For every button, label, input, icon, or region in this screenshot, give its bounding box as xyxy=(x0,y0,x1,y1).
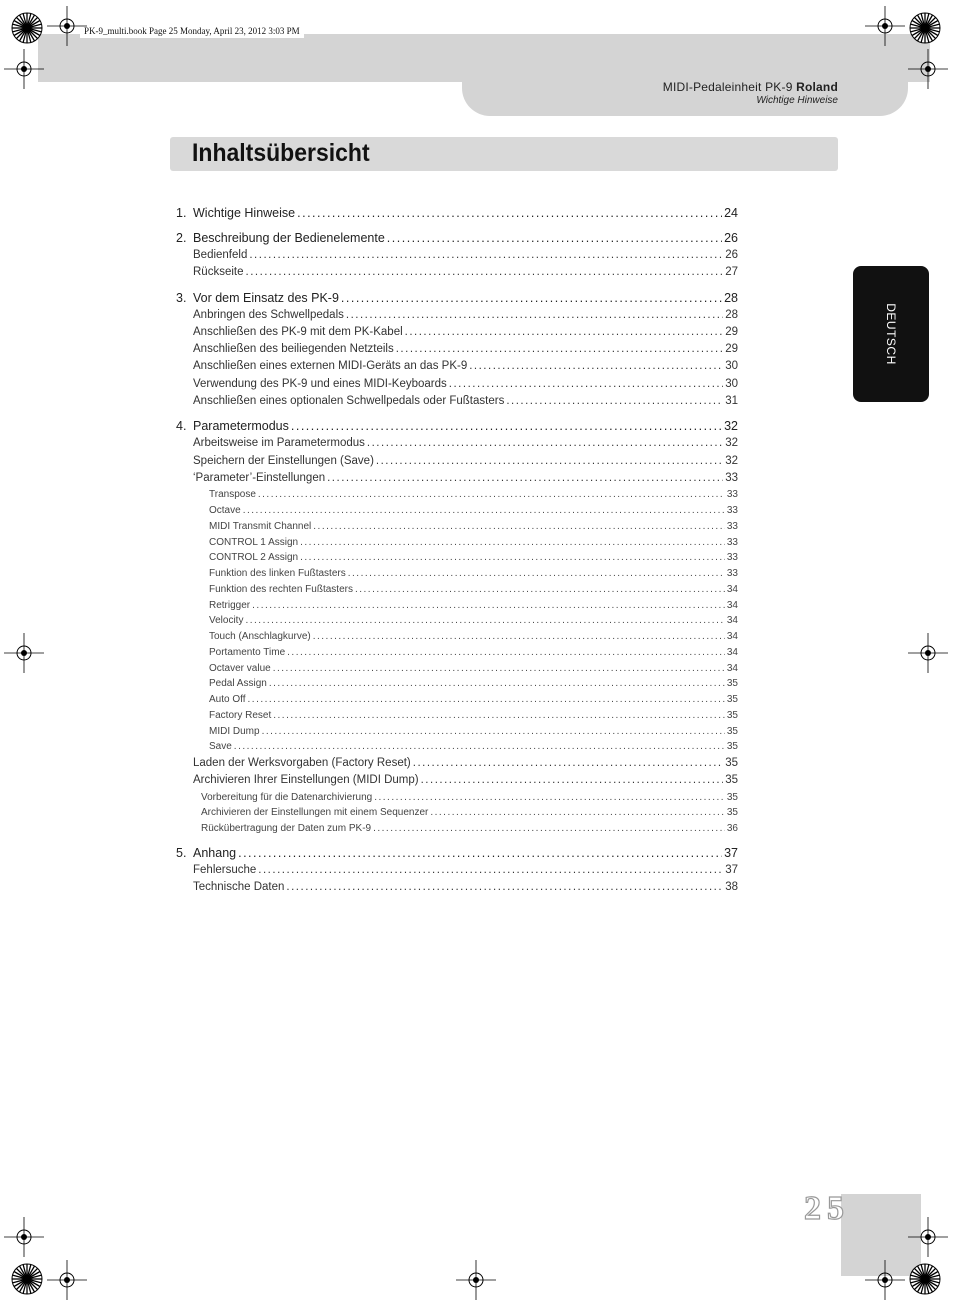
toc-entry-number: 4. xyxy=(176,419,187,434)
section-name: Wichtige Hinweise xyxy=(756,95,838,106)
dot-leader xyxy=(245,613,724,629)
toc-entry-label: Bedienfeld xyxy=(193,249,248,261)
registration-mark-icon xyxy=(4,49,44,89)
toc-entry-label: Funktion des rechten Fußtasters xyxy=(209,583,353,595)
dot-leader xyxy=(421,772,724,789)
sunburst-mark-icon xyxy=(909,1263,941,1295)
toc-entry-page: 33 xyxy=(726,520,738,532)
toc-entry-page: 26 xyxy=(724,231,738,245)
dot-leader xyxy=(313,629,725,645)
sunburst-mark-icon xyxy=(11,1263,43,1295)
toc-entry-label: Anschließen eines optionalen Schwellpedals oder Fußtasters xyxy=(193,395,505,408)
toc-entry xyxy=(176,862,738,879)
toc-entry-page: 33 xyxy=(726,489,738,501)
toc-entry xyxy=(176,790,738,806)
toc-entry-page: 35 xyxy=(726,741,738,753)
toc-entry xyxy=(176,307,738,324)
toc-entry-page: 35 xyxy=(725,757,738,770)
toc-entry xyxy=(176,435,738,452)
toc-entry-page: 30 xyxy=(725,360,738,373)
sunburst-mark-icon xyxy=(909,12,941,44)
toc-entry-page: 33 xyxy=(726,568,738,580)
registration-mark-icon xyxy=(47,6,87,46)
dot-leader xyxy=(405,324,724,341)
toc-entry-label: Wichtige Hinweise xyxy=(193,206,296,220)
dot-leader xyxy=(249,247,723,264)
toc-entry xyxy=(176,324,738,341)
dot-leader xyxy=(348,566,725,582)
toc-entry xyxy=(176,724,738,740)
toc-entry xyxy=(176,879,738,896)
toc-entry-number: 5. xyxy=(176,845,187,860)
toc-entry xyxy=(176,550,738,566)
page-title: Inhaltsübersicht xyxy=(192,139,370,167)
toc-entry-label: Anschließen des beiliegenden Netzteils xyxy=(193,343,394,356)
sunburst-mark-icon xyxy=(11,12,43,44)
toc-entry-page: 34 xyxy=(726,631,738,643)
toc-entry xyxy=(176,358,738,375)
toc-entry xyxy=(176,487,738,503)
toc-entry-label: Anhang xyxy=(193,845,237,860)
toc-entry xyxy=(176,535,738,551)
toc-entry-label: Laden der Werksvorgaben (Factory Reset) xyxy=(193,757,411,770)
toc-entry-label: Touch (Anschlagkurve) xyxy=(209,631,311,643)
toc-entry xyxy=(176,821,738,837)
dot-leader xyxy=(273,661,725,677)
dot-leader xyxy=(341,289,722,307)
dot-leader xyxy=(327,470,723,487)
dot-leader xyxy=(252,598,725,614)
toc-entry xyxy=(176,341,738,358)
dot-leader xyxy=(376,453,723,470)
toc-entry-page: 32 xyxy=(725,454,738,467)
toc-entry-label: Transpose xyxy=(209,489,256,501)
dot-leader xyxy=(291,417,722,435)
toc-entry xyxy=(176,598,738,614)
toc-entry-label: Arbeitsweise im Parametermodus xyxy=(193,437,365,450)
registration-mark-icon xyxy=(908,1217,948,1257)
toc-entry-number: 2. xyxy=(176,231,187,245)
toc-entry-label: Vor dem Einsatz des PK-9 xyxy=(193,290,339,305)
toc-entry-page: 34 xyxy=(726,662,738,674)
dot-leader xyxy=(396,341,723,358)
language-tab xyxy=(853,266,929,402)
toc-entry-label: Anschließen des PK-9 mit dem PK-Kabel xyxy=(193,325,403,338)
dot-leader xyxy=(258,487,725,503)
toc-entry xyxy=(176,289,738,307)
registration-mark-icon xyxy=(908,49,948,89)
toc-entry-page: 31 xyxy=(725,395,738,408)
toc-entry-page: 37 xyxy=(725,863,738,876)
toc-entry-label: Parametermodus xyxy=(193,419,289,434)
toc-entry-page: 26 xyxy=(725,249,738,261)
toc-entry xyxy=(176,503,738,519)
registration-mark-icon xyxy=(47,1260,87,1300)
toc-entry-label: Technische Daten xyxy=(193,881,285,894)
toc-entry xyxy=(176,844,738,862)
toc-entry-page: 38 xyxy=(725,881,738,894)
toc-entry xyxy=(176,708,738,724)
dot-leader xyxy=(506,393,723,410)
toc-entry-label: Archivieren Ihrer Einstellungen (MIDI Dump) xyxy=(193,774,419,787)
toc-entry-page: 33 xyxy=(725,471,738,484)
toc-entry-page: 24 xyxy=(724,206,738,220)
table-of-contents xyxy=(176,204,738,896)
brand-name: Roland xyxy=(796,80,838,94)
toc-entry xyxy=(176,645,738,661)
toc-entry-page: 35 xyxy=(726,725,738,737)
toc-entry xyxy=(176,519,738,535)
toc-entry-label: Retrigger xyxy=(209,599,251,611)
toc-entry xyxy=(176,229,738,247)
dot-leader xyxy=(262,724,725,740)
toc-entry xyxy=(176,453,738,470)
toc-entry-label: ‘Parameter’-Einstellungen xyxy=(193,471,326,484)
toc-entry-page: 34 xyxy=(726,615,738,627)
toc-entry-page: 36 xyxy=(726,823,738,835)
toc-entry-page: 35 xyxy=(726,791,738,803)
toc-entry xyxy=(176,376,738,393)
toc-entry-page: 34 xyxy=(726,583,738,595)
toc-entry xyxy=(176,692,738,708)
toc-entry-label: Verwendung des PK-9 und eines MIDI-Keyboards xyxy=(193,377,447,390)
toc-entry-page: 35 xyxy=(726,807,738,819)
toc-entry xyxy=(176,582,738,598)
toc-entry-page: 33 xyxy=(726,536,738,548)
toc-entry xyxy=(176,739,738,755)
dot-leader xyxy=(287,645,725,661)
dot-leader xyxy=(367,435,723,452)
toc-entry-label: Anbringen des Schwellpedals xyxy=(193,308,344,321)
toc-entry xyxy=(176,661,738,677)
registration-mark-icon xyxy=(4,633,44,673)
dot-leader xyxy=(373,821,725,837)
toc-entry-label: Velocity xyxy=(209,615,244,627)
toc-entry xyxy=(176,772,738,789)
registration-mark-icon xyxy=(865,6,905,46)
toc-entry-page: 32 xyxy=(724,419,738,434)
dot-leader xyxy=(246,264,724,281)
toc-entry-label: Pedal Assign xyxy=(209,678,267,690)
toc-entry-page: 30 xyxy=(725,377,738,390)
dot-leader xyxy=(286,879,723,896)
toc-entry-label: Vorbereitung für die Datenarchivierung xyxy=(201,791,373,803)
toc-entry-label: Octaver value xyxy=(209,662,271,674)
print-slug: PK-9_multi.book Page 25 Monday, April 23, 2012 3:03 PM xyxy=(80,24,304,38)
registration-mark-icon xyxy=(865,1260,905,1300)
toc-entry-label: Anschließen eines externen MIDI-Geräts an das PK-9 xyxy=(193,360,468,373)
toc-entry-label: Save xyxy=(209,741,232,753)
running-header xyxy=(663,80,838,94)
dot-leader xyxy=(413,755,723,772)
toc-entry-label: Octave xyxy=(209,505,241,517)
toc-entry-label: CONTROL 1 Assign xyxy=(209,536,299,548)
dot-leader xyxy=(273,708,725,724)
product-name: MIDI-Pedaleinheit PK-9 xyxy=(662,80,793,94)
toc-entry-label: Fehlersuche xyxy=(193,863,257,876)
toc-entry xyxy=(176,805,738,821)
registration-mark-icon xyxy=(4,1217,44,1257)
dot-leader xyxy=(374,790,725,806)
toc-entry-page: 27 xyxy=(725,266,738,279)
toc-entry-page: 35 xyxy=(726,678,738,690)
dot-leader xyxy=(313,519,725,535)
toc-entry-number: 3. xyxy=(176,290,187,305)
toc-entry xyxy=(176,470,738,487)
dot-leader xyxy=(238,844,722,862)
dot-leader xyxy=(300,535,725,551)
toc-entry xyxy=(176,676,738,692)
language-tab-label: DEUTSCH xyxy=(884,303,898,365)
toc-entry-label: Factory Reset xyxy=(209,709,272,721)
toc-entry-page: 32 xyxy=(725,437,738,450)
dot-leader xyxy=(243,503,725,519)
registration-mark-icon xyxy=(908,633,948,673)
dot-leader xyxy=(430,805,725,821)
dot-leader xyxy=(387,229,722,247)
toc-entry-label: Rückseite xyxy=(193,266,244,279)
toc-entry-label: Funktion des linken Fußtasters xyxy=(209,568,346,580)
dot-leader xyxy=(355,582,725,598)
toc-entry-label: MIDI Transmit Channel xyxy=(209,520,312,532)
toc-entry-page: 33 xyxy=(726,552,738,564)
toc-entry xyxy=(176,566,738,582)
toc-entry-label: Rückübertragung der Daten zum PK-9 xyxy=(201,823,372,835)
toc-entry xyxy=(176,247,738,264)
toc-entry-page: 28 xyxy=(725,308,738,321)
toc-entry-label: Auto Off xyxy=(209,694,246,706)
toc-entry-label: Beschreibung der Bedienelemente xyxy=(193,231,385,245)
toc-entry-page: 35 xyxy=(726,709,738,721)
toc-entry-label: CONTROL 2 Assign xyxy=(209,552,299,564)
toc-entry-page: 29 xyxy=(725,343,738,356)
dot-leader xyxy=(258,862,723,879)
toc-entry-page: 34 xyxy=(726,646,738,658)
toc-entry xyxy=(176,393,738,410)
toc-entry-page: 34 xyxy=(726,599,738,611)
dot-leader xyxy=(269,676,725,692)
toc-entry-page: 35 xyxy=(726,694,738,706)
toc-entry xyxy=(176,629,738,645)
toc-entry-page: 29 xyxy=(725,325,738,338)
registration-mark-icon xyxy=(456,1260,496,1300)
dot-leader xyxy=(297,204,722,222)
toc-entry-number: 1. xyxy=(176,206,187,220)
page-number: 25 xyxy=(804,1190,850,1227)
dot-leader xyxy=(449,376,723,393)
dot-leader xyxy=(300,550,725,566)
dot-leader xyxy=(469,358,723,375)
toc-entry-label: MIDI Dump xyxy=(209,725,260,737)
dot-leader xyxy=(248,692,725,708)
toc-entry xyxy=(176,755,738,772)
toc-entry-label: Speichern der Einstellungen (Save) xyxy=(193,454,374,467)
toc-entry-label: Portamento Time xyxy=(209,646,286,658)
toc-entry-page: 37 xyxy=(724,845,738,860)
dot-leader xyxy=(234,739,725,755)
dot-leader xyxy=(346,307,723,324)
toc-entry-page: 33 xyxy=(726,505,738,517)
toc-entry xyxy=(176,613,738,629)
toc-entry xyxy=(176,417,738,435)
toc-entry-label: Archivieren der Einstellungen mit einem Sequenzer xyxy=(201,807,429,819)
toc-entry xyxy=(176,204,738,222)
toc-entry xyxy=(176,264,738,281)
toc-entry-page: 35 xyxy=(725,774,738,787)
toc-entry-page: 28 xyxy=(724,290,738,305)
